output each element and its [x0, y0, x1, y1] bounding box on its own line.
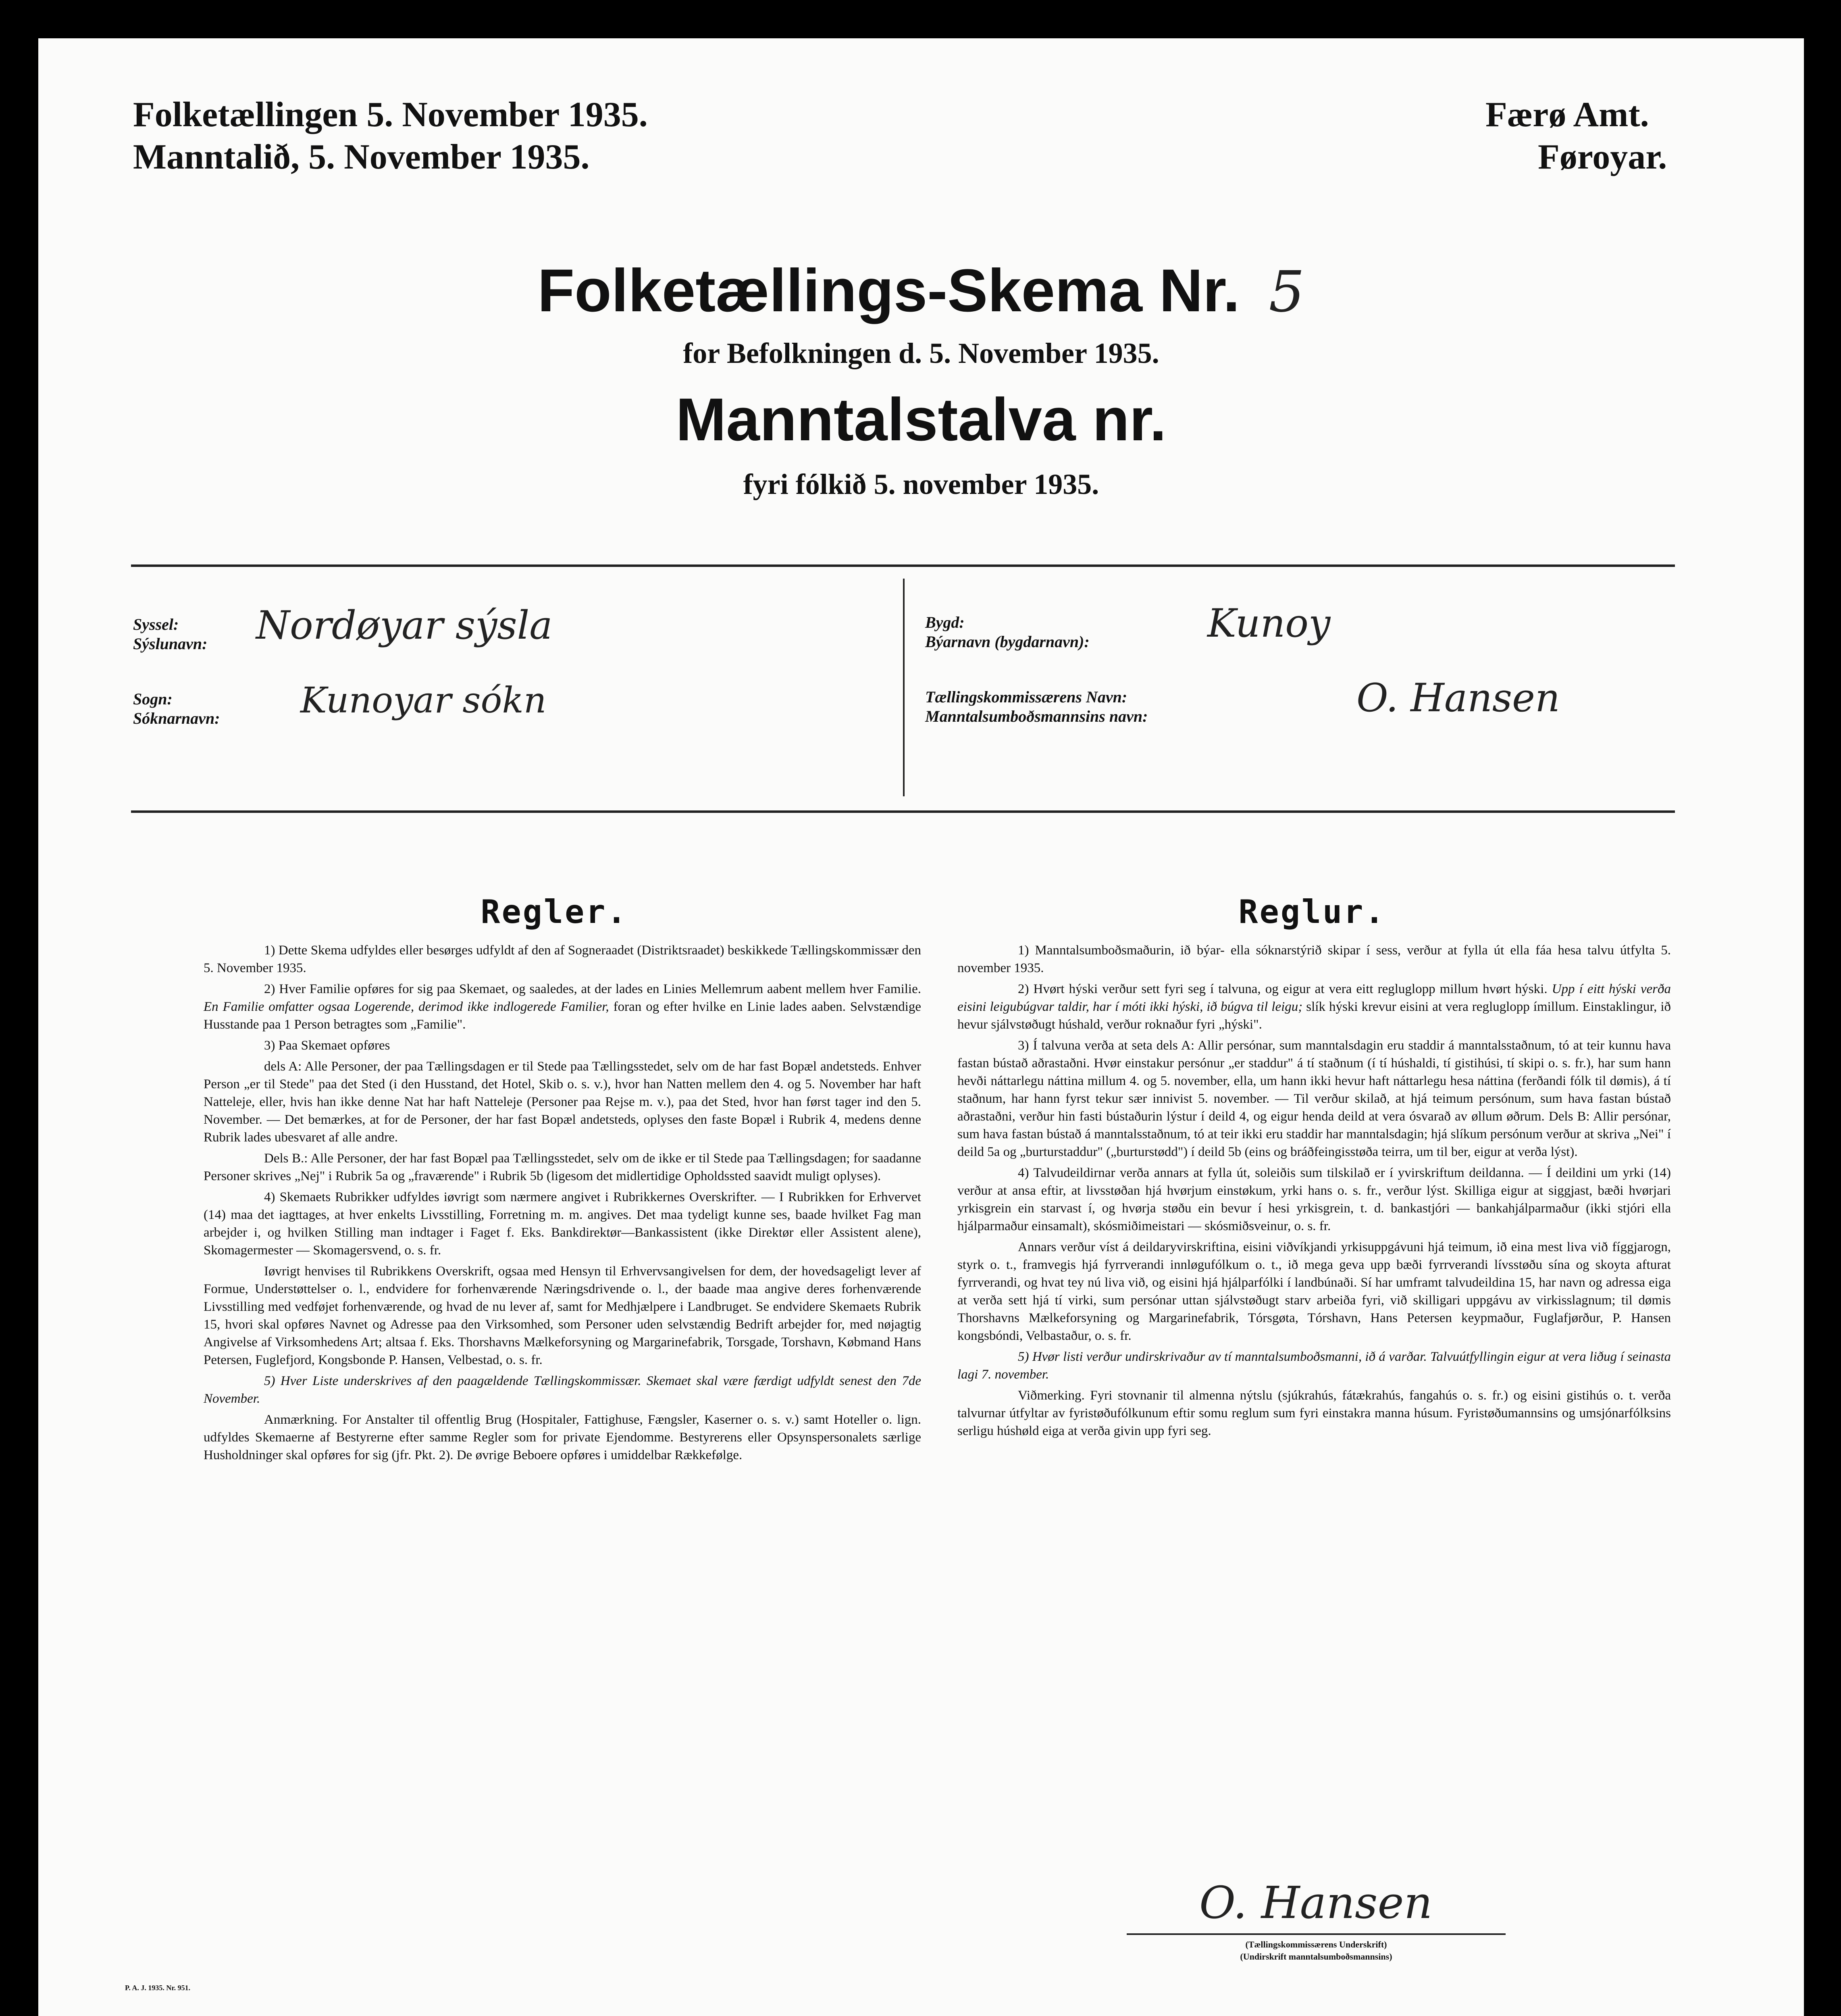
rules-da-p3a: dels A: Alle Personer, der paa Tællingsdagen er til Stede paa Tællingsstedet, selv om de har fast Bopæl andetsteds. Enhver Person „er til Stede" paa det Sted (i den Husstand, det Hotel, Skib o. s. v.), hvor han Natten mellem den 4. og 5. November har haft Natteleje, eller, hvis han ikke denne Nat har haft Natteleje (Personer paa Rejse m. v.), paa det Sted, hvor han først tager ind den 5. November. — Det bemærkes, at for de Personer, der har fast Bopæl andetsteds, oplyses den faste Bopæl i Rubrik 4, medens denne Rubrik lades ubesvaret af alle andre.	[204, 1059, 921, 1145]
header-right-line2: Føroyar.	[1538, 137, 1667, 177]
bygd-value: Kunoy	[1207, 601, 1331, 646]
form-title-fo: Manntalstalva nr.	[676, 385, 1167, 453]
signature-handwritten: O. Hansen	[1199, 1877, 1433, 1929]
rules-fo-p5: 5) Hvør listi verður undirskrivaður av tí manntalsumboðsmanni, ið á varðar. Talvuútfyllingin eigur at vera liðug í seinasta lagi 7. november.	[957, 1350, 1671, 1382]
census-form-sheet	[38, 38, 1804, 2016]
printer-mark: P. A. J. 1935. Nr. 951.	[125, 1984, 191, 1992]
sogn-label: Sogn: Sóknarnavn:	[133, 690, 220, 727]
syssel-label: Syssel: Sýslunavn:	[133, 615, 208, 653]
rules-da-p3b: Dels B.: Alle Personer, der har fast Bopæl paa Tællingsstedet, selv om de ikke er til Stede paa Tællingsdagen; for saadanne Personer skrives „Nej" i Rubrik 5a og „fraværende" i Rubrik 5b (ligesom det midlertidige Opholdssted saavidt muligt oplyses).	[204, 1151, 921, 1183]
rules-da-title: Regler.	[481, 893, 628, 931]
bygd-label: Bygd: Býarnavn (bygdarnavn):	[925, 613, 1090, 651]
syssel-value: Nordøyar sýsla	[256, 603, 553, 648]
field-block-divider	[903, 579, 905, 796]
rules-da-p2: 2) Hver Familie opføres for sig paa Skemaet, og saaledes, at der lades en Linies Mellemrum aabent mellem hver Familie. En Familie omfatter ogsaa Logerende, derimod ikke indlogerede Familier, foran og efter hvilke en Linie lades aaben. Selvstændige Husstande paa 1 Person betragtes som „Familie".	[204, 982, 922, 1032]
commissioner-label: Tællingskommissærens Navn: Manntalsumboðsmannsins navn:	[925, 688, 1148, 725]
sogn-value: Kunoyar sókn	[300, 679, 547, 721]
rules-fo-p2: 2) Hvørt hýski verður sett fyri seg í talvuna, og eigur at vera eitt regluglopp millum hvørt hýski. Upp í eitt hýski verða eisini leigubúgvar taldir, har í móti ikki hýski, ið búgva til leigu; slík hýski krevur eisini at vera regluglopp ímillum. Einstaklingur, ið hevur sjálvstøðugt húshald, verður roknaður fyri „hýski".	[957, 982, 1671, 1032]
rules-da-p4b: Iøvrigt henvises til Rubrikkens Overskrift, ogsaa med Hensyn til Erhvervsangivelsen for dem, der hovedsageligt lever af Formue, Understøttelser o. l., endvidere for forhenværende Næringsdrivende o. l., der baade maa angive deres forhenværende Livsstilling med vedføjet forhenværende, og hvad de nu lever af, samt for Medhjælpere i Landbruget. Se endvidere Skemaets Rubrik 15, hvori skal opføres Navnet og Adresse paa den Virksomhed, som Personer uden selvstændig Bedrift arbejder for, med nøjagtig Angivelse af Virksomhedens Art; altsaa f. Eks. Thorshavns Mælkeforsyning og Margarinefabrik, Torsgade, Torshavn, Købmand Hans Petersen, Fuglefjord, Kongsbonde P. Hansen, Velbestad, o. s. fr.	[204, 1264, 921, 1367]
rules-da-p1: 1) Dette Skema udfyldes eller besørges udfyldt af den af Sogneraadet (Distriktsraadet) beskikkede Tællingskommissær den 5. November 1935.	[204, 943, 921, 975]
field-block-top-rule	[131, 564, 1675, 567]
header-left-line2: Manntalið, 5. November 1935.	[133, 137, 590, 177]
signature-caption-fo: (Undirskrift manntalsumboðsmannsins)	[1240, 1951, 1392, 1962]
rules-fo-p4: 4) Talvudeildirnar verða annars at fylla út, soleiðis sum tilskilað er í yvirskriftum deildanna. — Í deildini um yrki (14) verður at ansa eftir, at livsstøðan hjá hvørjum einstøkum, yrki hans o. s. fr., verður lýst. Skilliga eigur at siggjast, bæði hvørjari yrkisgrein ein starvast í, og hvørja støðu ein bevur í hesi yrkisgrein, t. d. bankastjóri — bankahjálparmaður (ikki stjóri ella hjálparmaður einsamalt), skósmiðimeistari — skósmiðsveinur, o. s. fr.	[957, 1166, 1671, 1233]
rules-da-p6: Anmærkning. For Anstalter til offentlig Brug (Hospitaler, Fattighuse, Fængsler, Kaserner o. s. v.) samt Hoteller o. lign. udfyldes Skemaerne af Bestyrerne efter samme Regler som for private Ejendomme. Bestyrerens eller Opsynspersonalets særlige Husholdninger skal opføres for sig (jfr. Pkt. 2). De øvrige Beboere opføres i umiddelbar Rækkefølge.	[204, 1412, 921, 1462]
rules-da-body	[204, 941, 921, 1467]
commissioner-value: O. Hansen	[1356, 675, 1560, 721]
form-number-handwritten: 5	[1269, 259, 1305, 325]
rules-fo-p6: Viðmerking. Fyri stovnanir til almenna nýtslu (sjúkrahús, fátækrahús, fangahús o. s. fr.) og eisini gistihús o. t. verða talvurnar útfyltar av fyristøðufólkunum eftir somu reglum sum fyri einstakra manna húsum. Fyristøðumannsins og umsjónarfólksins serligu húshøld eiga at verða givin upp fyri seg.	[957, 1388, 1671, 1438]
form-subtitle-da: for Befolkningen d. 5. November 1935.	[683, 337, 1159, 369]
rules-fo-p1: 1) Manntalsumboðsmaðurin, ið býar- ella sóknarstýrið skipar í sess, verður at fylla út ella fáa hesa talvu útfylta 5. november 1935.	[957, 943, 1671, 975]
form-title-text: Folketællings-Skema Nr.	[537, 256, 1240, 324]
rules-da-p3: 3) Paa Skemaet opføres	[264, 1038, 390, 1053]
header-left-line1: Folketællingen 5. November 1935.	[133, 95, 648, 134]
signature-caption-da: (Tællingskommissærens Underskrift)	[1245, 1939, 1387, 1949]
rules-fo-title: Reglur.	[1238, 893, 1386, 931]
header-right-line1: Færø Amt.	[1485, 95, 1649, 134]
rules-da-p4: 4) Skemaets Rubrikker udfyldes iøvrigt som nærmere angivet i Rubrikkernes Overskrifter. — I Rubrikken for Erhvervet (14) maa det iagttages, at hver enkelts Livsstilling, Forretning m. m. angives. Det maa tydeligt kunne ses, baade hvilket Fag man arbejder i, og hvilken Stilling man indtager i Faget f. Eks. Bankdirektør—Bankassistent (ikke Direktør eller Assistent alene), Skomagermester — Skomagersvend, o. s. fr.	[204, 1190, 921, 1258]
rules-fo-body	[957, 941, 1671, 1443]
field-block-bottom-rule	[131, 810, 1675, 813]
rules-fo-p4b: Annars verður víst á deildaryvirskriftina, eisini viðvíkjandi yrkisuppgávuni hjá teimum, ið eina mest liva við fíggjarogn, styrk o. t., framvegis hjá fyrrverandi innløgufólkum o. t., ið mega geva upp bæði fyrrverandi lívsstøðu sína og skoyta afturat fyrrverandi, og hvat tey nú liva við, og eisini hjá hjálparfólki í landbúnaði. Sí har umframt talvudeildina 15, har navn og adressa eiga at verða sett hjá tí virki, sum persónar uttan sjálvstøðugt starv arbeiða fyri, við skilligari uppgávu av virkisslagnum; til dømis Thorshavns Mælkeforsyning og Margarinefabrik, Tórsgøta, Tórshavn, Hans Petersen keypmaður, Fuglafjørður, P. Hansen kongsbóndi, Velbastaður, o. s. fr.	[957, 1240, 1671, 1343]
rules-da-p5: 5) Hver Liste underskrives af den paagældende Tællingskommissær. Skemaet skal være færdigt udfyldt senest den 7de November.	[204, 1374, 921, 1406]
signature-line	[1127, 1933, 1506, 1935]
rules-fo-p3: 3) Í talvuna verða at seta dels A: Allir persónar, sum manntalsdagin eru staddir á manntalsstaðnum, tó at teir kunnu hava fastan bústað aðrastaðni. Hvør einstakur persónur „er staddur" á tí staðnum (í tí húshaldi, tí gistihúsi, tí skipi o. s. fr.), har sum hann hevði náttarlegu náttina millum 4. og 5. november, ella, um hann ikki hevur haft náttarlegu hesa náttina (ferðandi fólk til dømis), á tí staðnum, har hann fyrst tekur sær innivist 5. november. — Til verður skilað, at hjá teimum persónum, sum hava fastan bústað aðrastaðni, verður hin fasti bústaðurin lýstur í deild 4, og eigur henda deild at vera ósvarað av øllum øðrum. Dels B: Allir persónar, sum hava fastan bústað á manntalsstaðnum, tó at teir ikki eru staddir har manntalsdagin; hjá slíkum persónum verður at skriva „Nei" í deild 5a og „burturstaddur" („burturstødd") í deild 5b (eins og bráðfeingisstøða teirra, um til ber, eigur at verða lýst).	[957, 1038, 1671, 1159]
form-title	[38, 256, 1804, 327]
form-subtitle-fo: fyri fólkið 5. november 1935.	[743, 468, 1099, 500]
